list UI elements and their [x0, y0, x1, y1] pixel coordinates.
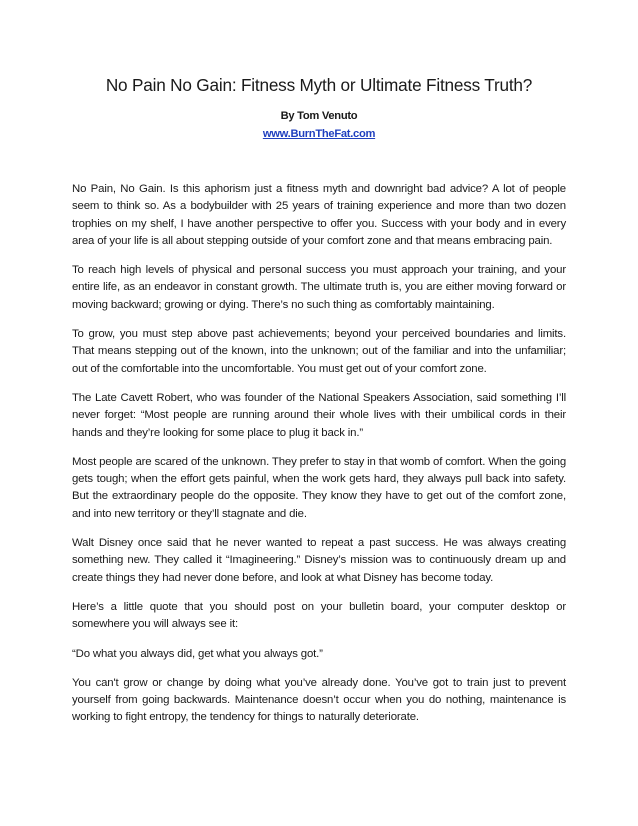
website-link[interactable]: www.BurnTheFat.com — [262, 128, 376, 140]
website-line — [0, 128, 638, 140]
author-byline: By Tom Venuto — [280, 110, 358, 122]
document-title: No Pain No Gain: Fitness Myth or Ultimate Fitness Truth? — [105, 75, 533, 95]
paragraph: To reach high levels of physical and personal success you must approach your training, and your entire life, as an endeavor in constant growth. The ultimate truth is, you are either moving forward or moving backward; growing or dying. There’s no such thing as comfortably maintaining. — [72, 264, 566, 311]
paragraph: To grow, you must step above past achievements; beyond your perceived boundaries and limits. That means stepping out of the known, into the unknown; out of the familiar and into the unfamiliar; out of the comfortable into the uncomfortable. You must get out of your comfort zone. — [72, 328, 566, 375]
article-body — [72, 181, 566, 739]
paragraph: You can't grow or change by doing what you’ve already done. You’ve got to train just to prevent yourself from going backwards. Maintenance doesn’t occur when you do nothing, maintenance is working to fight entropy, the tendency for things to naturally deteriorate. — [72, 676, 566, 724]
paragraph: Most people are scared of the unknown. They prefer to stay in that womb of comfort. When the going gets tough; when the effort gets painful, when the work gets hard, they always pull back into safety. But the extraordinary people do the opposite. They know they have to get out of the comfort zone, and into new territory or they’ll stagnate and die. — [72, 455, 566, 520]
paragraph: The Late Cavett Robert, who was founder of the National Speakers Association, said something I’ll never forget: “Most people are running around their whole lives with their umbilical cords in their hands and they’re looking for some place to plug it back in.” — [72, 391, 566, 439]
paragraph: Here’s a little quote that you should post on your bulletin board, your computer desktop or somewhere you will always see it: — [72, 600, 566, 631]
paragraph: No Pain, No Gain. Is this aphorism just a fitness myth and downright bad advice? A lot of people seem to think so. As a bodybuilder with 25 years of training experience and more than two dozen trophies on my shelf, I have another perspective to offer you. Success with your body and in every area of your life is all about stepping outside of your comfort zone and that means embracing pain. — [72, 183, 566, 247]
paragraph: Walt Disney once said that he never wanted to repeat a past success. He was always creating something new. They called it “Imagineering.” Disney’s mission was to continuously dream up and create things they had never done before, and look at what Disney has become today. — [72, 537, 566, 584]
quote-paragraph: “Do what you always did, get what you always got.” — [72, 647, 323, 660]
